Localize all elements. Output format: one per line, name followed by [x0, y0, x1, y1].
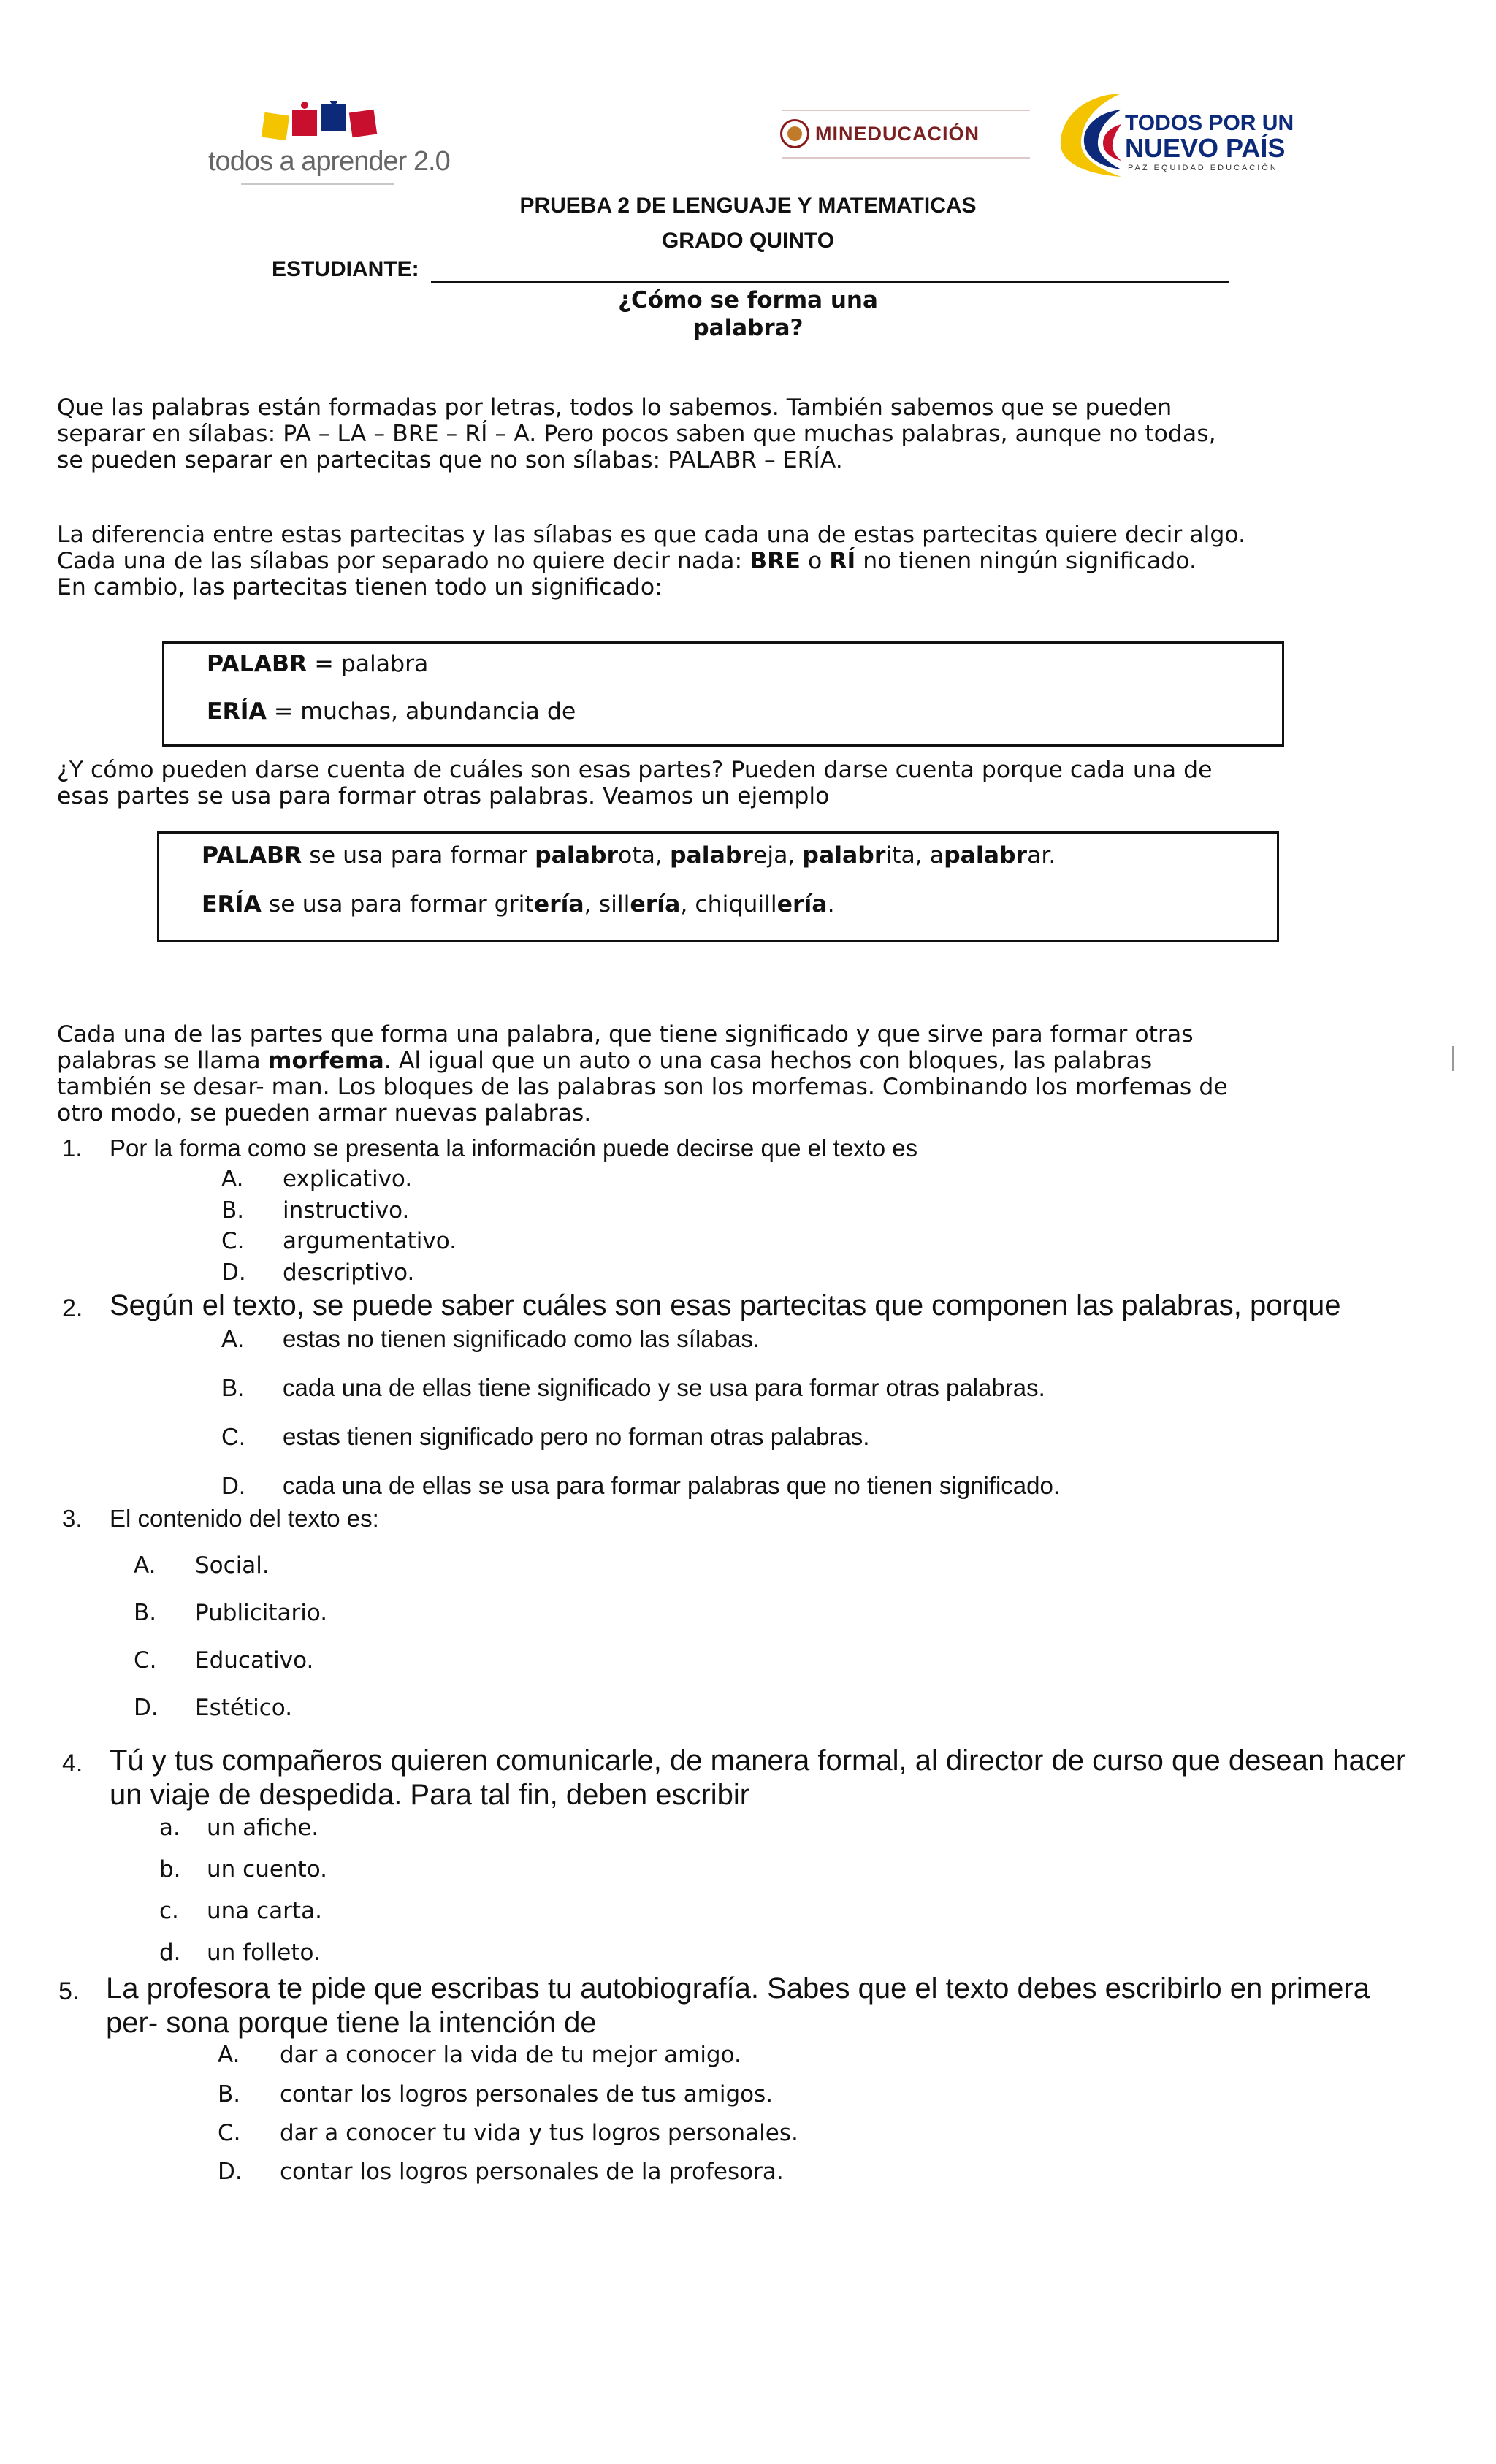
q5-option-b-text[interactable]: contar los logros personales de tus amigos. — [280, 2081, 774, 2108]
q1-option-c-text[interactable]: argumentativo. — [283, 1228, 457, 1254]
mineducacion-text: MINEDUCACIÓN — [815, 122, 980, 145]
q3-option-d-letter[interactable]: D. — [134, 1695, 159, 1721]
definitions-box — [162, 641, 1284, 747]
logo-left-text: todos a aprender 2.0 — [208, 146, 450, 177]
definition-row: ERÍA = muchas, abundancia de — [207, 698, 576, 725]
q2-option-c-text[interactable]: estas tienen significado pero no forman otras palabras. — [283, 1423, 870, 1450]
question-5-text-line2: per- sona porque tiene la intención de — [106, 2007, 597, 2039]
q5-option-d-text[interactable]: contar los logros personales de la profesora. — [280, 2159, 784, 2185]
q3-option-a-text[interactable]: Social. — [195, 1552, 270, 1579]
question-4-text-line1: Tú y tus compañeros quieren comunicarle, de manera formal, al director de curso que desean hacer — [110, 1744, 1406, 1777]
q3-option-a-letter[interactable]: A. — [134, 1552, 156, 1579]
q1-option-a-text[interactable]: explicativo. — [283, 1166, 413, 1192]
question-4-number: 4. — [62, 1750, 83, 1777]
definition-row: PALABR = palabra — [207, 651, 429, 677]
paragraph-4 — [57, 1021, 1439, 1126]
flag-swoosh-icon — [1052, 88, 1125, 179]
student-label: ESTUDIANTE: — [272, 257, 419, 281]
reading-subtitle-1: ¿Cómo se forma una — [618, 287, 878, 313]
q4-option-d-letter[interactable]: d. — [159, 1939, 181, 1966]
q2-option-d-letter[interactable]: D. — [221, 1472, 245, 1499]
q5-option-c-letter[interactable]: C. — [218, 2120, 241, 2146]
q1-option-d-letter[interactable]: D. — [221, 1259, 246, 1286]
question-2-text: Según el texto, se puede saber cuáles son esas partecitas que componen las palabras, porque — [110, 1289, 1341, 1321]
paragraph-1 — [57, 394, 1439, 473]
question-4-text-line2: un viaje de despedida. Para tal fin, deben escribir — [110, 1779, 750, 1811]
q4-option-b-letter[interactable]: b. — [159, 1856, 181, 1883]
logo-left-tagline — [241, 183, 394, 185]
q5-option-b-letter[interactable]: B. — [218, 2081, 241, 2108]
examples-box — [157, 831, 1279, 942]
logo-right-line1: TODOS POR UN — [1125, 111, 1294, 135]
q1-option-b-letter[interactable]: B. — [221, 1197, 245, 1224]
question-3-text: El contenido del texto es: — [110, 1505, 379, 1532]
logo-right-line2: NUEVO PAÍS — [1125, 133, 1286, 163]
example-row: ERÍA se usa para formar gritería, sillería, chiquillería. — [202, 891, 835, 918]
q3-option-c-text[interactable]: Educativo. — [195, 1647, 314, 1674]
q4-option-c-text[interactable]: una carta. — [207, 1898, 322, 1924]
paragraph-line: también se desar- man. Los bloques de las palabras son los morfemas. Combinando los morfemas de — [57, 1074, 1228, 1100]
margin-mark — [1452, 1046, 1454, 1071]
q3-option-c-letter[interactable]: C. — [134, 1647, 157, 1674]
question-5-text-line1: La profesora te pide que escribas tu autobiografía. Sabes que el texto debes escribirlo en primera — [106, 1972, 1370, 2005]
q2-option-b-text[interactable]: cada una de ellas tiene significado y se usa para formar otras palabras. — [283, 1374, 1045, 1401]
q1-option-b-text[interactable]: instructivo. — [283, 1197, 410, 1224]
question-1-number: 1. — [62, 1134, 83, 1162]
q4-option-a-letter[interactable]: a. — [159, 1815, 180, 1841]
logo-right-line3: PAZ EQUIDAD EDUCACIÓN — [1128, 164, 1278, 172]
paragraph-2 — [57, 522, 1439, 600]
student-name-line[interactable] — [431, 281, 1229, 283]
paragraph-line: se pueden separar en partecitas que no son sílabas: PALABR – ERÍA. — [57, 447, 843, 473]
paragraph-line: esas partes se usa para formar otras palabras. Veamos un ejemplo — [57, 783, 830, 809]
coat-of-arms-icon — [780, 119, 809, 148]
q3-option-b-letter[interactable]: B. — [134, 1600, 157, 1626]
q5-option-a-letter[interactable]: A. — [218, 2042, 240, 2068]
question-2-number: 2. — [62, 1294, 83, 1322]
q2-option-a-letter[interactable]: A. — [221, 1325, 245, 1352]
q1-option-a-letter[interactable]: A. — [221, 1166, 244, 1192]
example-row: PALABR se usa para formar palabrota, palabreja, palabrita, apalabrar. — [202, 842, 1056, 869]
q2-option-b-letter[interactable]: B. — [221, 1374, 245, 1401]
paragraph-line: palabras se llama morfema. Al igual que un auto o una casa hechos con bloques, las palabras — [57, 1048, 1153, 1074]
paragraph-line: ¿Y cómo pueden darse cuenta de cuáles son esas partes? Pueden darse cuenta porque cada una de — [57, 757, 1213, 783]
paragraph-line: separar en sílabas: PA – LA – BRE – RÍ – A. Pero pocos saben que muchas palabras, aunque no todas, — [57, 421, 1216, 447]
paragraph-line: En cambio, las partecitas tienen todo un significado: — [57, 574, 663, 600]
paragraph-line: otro modo, se pueden armar nuevas palabras. — [57, 1100, 592, 1126]
cubes-icon — [259, 101, 383, 145]
question-3-number: 3. — [62, 1505, 83, 1532]
q4-option-c-letter[interactable]: c. — [159, 1898, 179, 1924]
q2-option-d-text[interactable]: cada una de ellas se usa para formar palabras que no tienen significado. — [283, 1472, 1061, 1499]
paragraph-line: Cada una de las sílabas por separado no quiere decir nada: BRE o RÍ no tienen ningún significado. — [57, 548, 1197, 574]
q1-option-c-letter[interactable]: C. — [221, 1228, 245, 1254]
q3-option-b-text[interactable]: Publicitario. — [195, 1600, 328, 1626]
q5-option-c-text[interactable]: dar a conocer tu vida y tus logros personales. — [280, 2120, 798, 2146]
todos-por-un-nuevo-pais-logo — [1052, 88, 1300, 183]
question-5-number: 5. — [58, 1977, 80, 2005]
q4-option-b-text[interactable]: un cuento. — [207, 1856, 327, 1883]
q5-option-a-text[interactable]: dar a conocer la vida de tu mejor amigo. — [280, 2042, 741, 2068]
reading-subtitle-2: palabra? — [692, 315, 804, 341]
q4-option-d-text[interactable]: un folleto. — [207, 1939, 321, 1966]
grade-title: GRADO QUINTO — [661, 229, 835, 253]
paragraph-line: La diferencia entre estas partecitas y las sílabas es que cada una de estas partecitas quiere decir algo. — [57, 522, 1246, 548]
question-1-text: Por la forma como se presenta la información puede decirse que el texto es — [110, 1134, 918, 1162]
q2-option-c-letter[interactable]: C. — [221, 1423, 245, 1450]
todos-a-aprender-logo — [208, 101, 449, 188]
paragraph-line: Que las palabras están formadas por letras, todos lo sabemos. También sabemos que se pueden — [57, 394, 1172, 421]
exam-title: PRUEBA 2 DE LENGUAJE Y MATEMATICAS — [519, 194, 977, 218]
q5-option-d-letter[interactable]: D. — [218, 2159, 243, 2185]
paragraph-3 — [57, 757, 1439, 809]
paragraph-line: Cada una de las partes que forma una palabra, que tiene significado y que sirve para formar otras — [57, 1021, 1194, 1048]
mineducacion-logo — [780, 108, 1028, 159]
q2-option-a-text[interactable]: estas no tienen significado como las sílabas. — [283, 1325, 760, 1352]
q3-option-d-text[interactable]: Estético. — [195, 1695, 293, 1721]
q4-option-a-text[interactable]: un afiche. — [207, 1815, 319, 1841]
q1-option-d-text[interactable]: descriptivo. — [283, 1259, 415, 1286]
